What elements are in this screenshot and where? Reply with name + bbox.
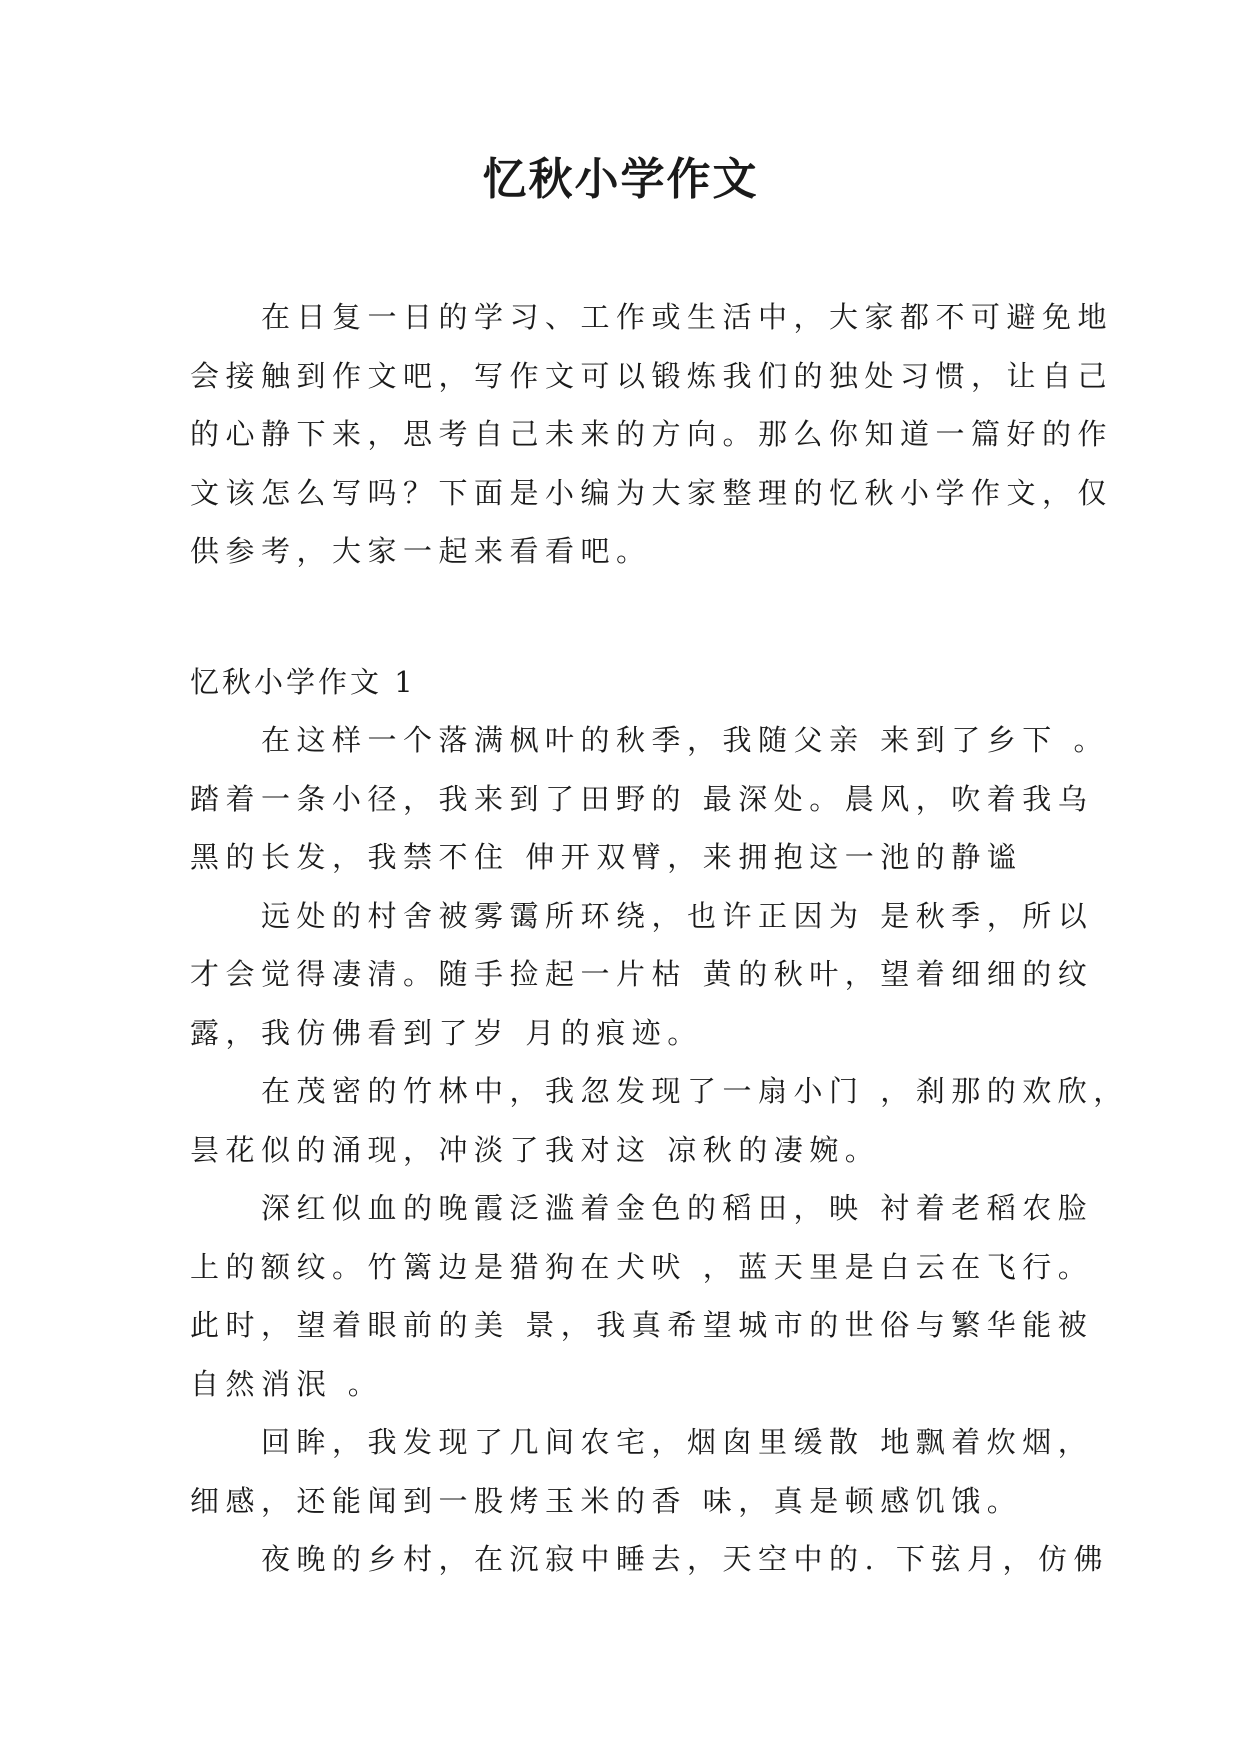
intro-line: 会接触到作文吧，写作文可以锻炼我们的独处习惯，让自己 <box>190 358 1114 393</box>
essay-line: 深红似血的晚霞泛滥着金色的稻田，映 衬着老稻农脸 <box>190 1191 1094 1225</box>
essay-line: 露，我仿佛看到了岁 月的痕迹。 <box>190 1015 703 1050</box>
essay-line: 自然消泯 。 <box>190 1366 384 1401</box>
intro-line: 供参考，大家一起来看看吧。 <box>190 534 652 568</box>
intro-paragraph <box>190 288 1114 581</box>
essay-line: 昙花似的涌现，冲淡了我对这 凉秋的凄婉。 <box>190 1132 881 1167</box>
essay-line: 细感，还能闻到一股烤玉米的香 味，真是顿感饥饿。 <box>190 1483 1023 1518</box>
essay-line: 在茂密的竹林中，我忽发现了一扇小门 ，刹那的欢欣， <box>190 1074 1129 1108</box>
essay-line: 黑的长发，我禁不住 伸开双臂，来拥抱这一池的静谧 <box>190 840 1023 874</box>
essay-line: 在这样一个落满枫叶的秋季，我随父亲 来到了乡下 。 <box>190 723 1109 757</box>
essay-line: 夜晚的乡村，在沉寂中睡去，天空中的. 下弦月，仿佛 <box>190 1542 1109 1576</box>
document-body <box>190 288 1129 1589</box>
intro-line: 文该怎么写吗？下面是小编为大家整理的忆秋小学作文，仅 <box>190 475 1114 510</box>
essay-text <box>190 711 1129 1589</box>
essay-line: 上的额纹。竹篱边是猎狗在犬吠 ，蓝天里是白云在飞行。 <box>190 1249 1094 1284</box>
intro-line: 在日复一日的学习、工作或生活中，大家都不可避免地 <box>190 300 1114 334</box>
essay-line: 才会觉得凄清。随手捡起一片枯 黄的秋叶，望着细细的纹 <box>190 957 1094 991</box>
essay-line: 此时，望着眼前的美 景，我真希望城市的世俗与繁华能被 <box>190 1308 1094 1342</box>
essay-line: 踏着一条小径，我来到了田野的 最深处。晨风，吹着我乌 <box>190 781 1094 816</box>
document-title: 忆秋小学作文 <box>482 154 759 205</box>
section-heading: 忆秋小学作文 1 <box>190 664 416 699</box>
section-spacer <box>190 581 1050 653</box>
intro-line: 的心静下来，思考自己未来的方向。那么你知道一篇好的作 <box>190 417 1114 451</box>
essay-line: 回眸，我发现了几间农宅，烟囱里缓散 地飘着炊烟， <box>190 1425 1094 1459</box>
essay-line: 远处的村舍被雾霭所环绕，也许正因为 是秋季，所以 <box>190 898 1094 933</box>
